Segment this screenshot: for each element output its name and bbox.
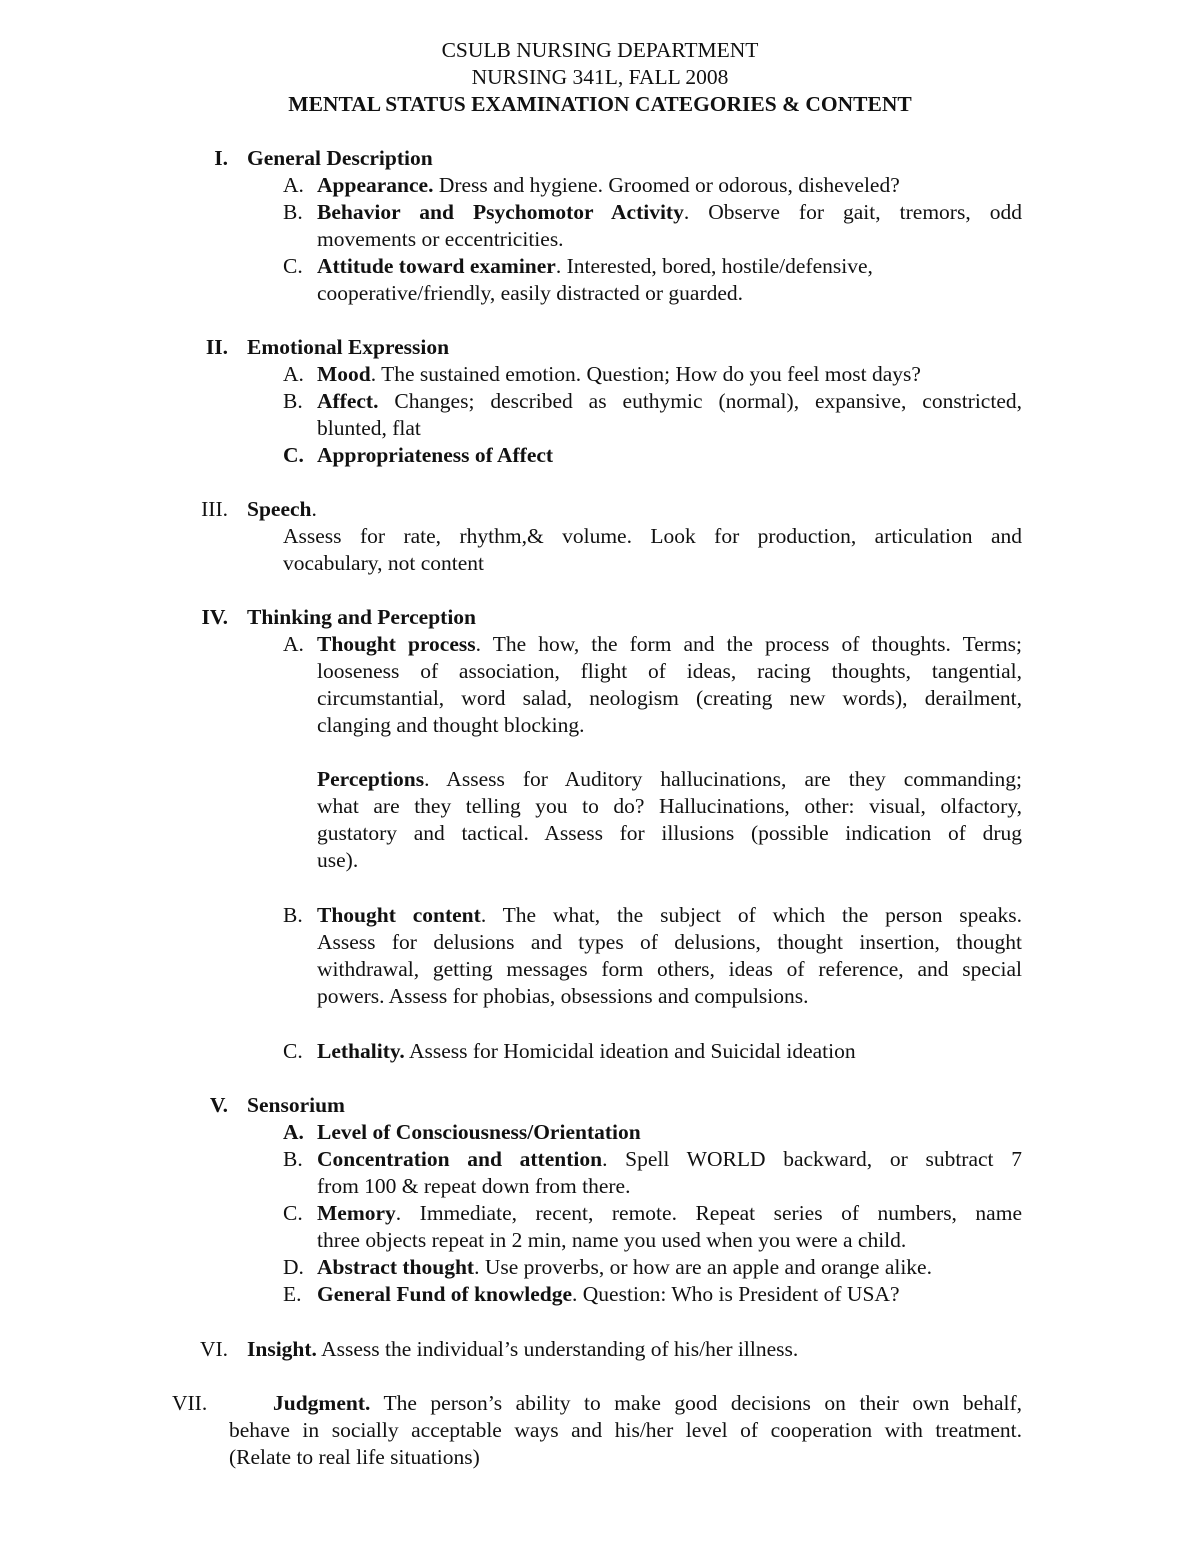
section-body: Assess the individual’s understanding of his/her illness. xyxy=(316,1337,799,1361)
item-body: Changes; described as euthymic (normal), expansive, constricted, xyxy=(378,389,1022,413)
item-heading: Thought content xyxy=(317,903,481,927)
section-number: VII. xyxy=(172,1391,208,1415)
item-body: . Question: Who is President of USA? xyxy=(572,1282,900,1306)
item-text-continued: what are they telling you to do? Hallucinations, other: visual, olfactory, xyxy=(317,794,1022,818)
item-text xyxy=(317,1200,1022,1227)
item-heading: Mood xyxy=(317,362,371,386)
section-title-punct: . xyxy=(311,497,317,521)
item-text xyxy=(317,631,1022,658)
item-text-continued: Assess for delusions and types of delusions, thought insertion, thought xyxy=(317,930,1022,954)
item-text-continued: circumstantial, word salad, neologism (creating new words), derailment, xyxy=(317,686,1022,710)
item-text-continued: withdrawal, getting messages form others, ideas of reference, and special xyxy=(317,957,1022,981)
item-label: B. xyxy=(283,389,303,413)
item-heading: Attitude toward examiner xyxy=(317,254,556,278)
section-number: VI. xyxy=(199,1337,228,1361)
item-text xyxy=(317,361,921,388)
item-body: . Interested, bored, hostile/defensive, xyxy=(555,254,873,278)
item-text xyxy=(317,388,1022,415)
item-body: . Observe for gait, tremors, odd xyxy=(683,200,1022,224)
section-title: Sensorium xyxy=(247,1093,345,1117)
item-heading: Concentration and attention xyxy=(317,1147,603,1171)
item-text-continued: blunted, flat xyxy=(317,416,421,440)
item-heading: Perceptions xyxy=(317,767,425,791)
item-label: A. xyxy=(283,362,304,386)
section-number: I. xyxy=(214,146,228,170)
section-title: Thinking and Perception xyxy=(247,605,476,629)
item-body: Assess for Homicidal ideation and Suicidal ideation xyxy=(404,1039,856,1063)
item-heading: Appropriateness of Affect xyxy=(317,443,554,467)
section-number: IV. xyxy=(201,605,228,629)
item-text xyxy=(317,199,1022,226)
item-text-continued: movements or eccentricities. xyxy=(317,227,564,251)
item-text xyxy=(317,1254,932,1281)
item-heading: Abstract thought xyxy=(317,1255,475,1279)
item-label: A. xyxy=(283,1120,304,1144)
item-label: B. xyxy=(283,1147,303,1171)
item-body: . Immediate, recent, remote. Repeat series of numbers, name xyxy=(395,1201,1022,1225)
course-header: NURSING 341L, FALL 2008 xyxy=(471,65,729,89)
item-label: C. xyxy=(283,1201,303,1225)
item-heading: Thought process xyxy=(317,632,476,656)
item-text xyxy=(317,1146,1022,1173)
section-number: V. xyxy=(209,1093,228,1117)
item-heading: Behavior and Psychomotor Activity xyxy=(317,200,684,224)
item-text-continued: from 100 & repeat down from there. xyxy=(317,1174,631,1198)
item-body: . The what, the subject of which the person speaks. xyxy=(480,903,1022,927)
item-label: C. xyxy=(283,443,304,467)
item-heading: Level of Consciousness/Orientation xyxy=(317,1120,641,1144)
item-body: . Use proverbs, or how are an apple and orange alike. xyxy=(474,1255,932,1279)
department-header: CSULB NURSING DEPARTMENT xyxy=(441,38,759,62)
section-text-continued: (Relate to real life situations) xyxy=(229,1445,480,1469)
item-label: A. xyxy=(283,173,304,197)
item-text-continued: gustatory and tactical. Assess for illusions (possible indication of drug xyxy=(317,821,1022,845)
section-number: III. xyxy=(201,497,228,521)
item-text xyxy=(317,766,1022,793)
section-text-continued: vocabulary, not content xyxy=(283,551,484,575)
item-body: . Spell WORLD backward, or subtract 7 xyxy=(602,1147,1022,1171)
item-text-continued: clanging and thought blocking. xyxy=(317,713,585,737)
item-heading: Lethality. xyxy=(317,1039,405,1063)
section-body: The person’s ability to make good decisions on their own behalf, xyxy=(370,1391,1022,1415)
item-label: C. xyxy=(283,254,303,278)
document-title: MENTAL STATUS EXAMINATION CATEGORIES & CONTENT xyxy=(288,92,912,116)
item-heading: Affect. xyxy=(317,389,379,413)
section-title-line xyxy=(247,496,317,523)
item-body: Dress and hygiene. Groomed or odorous, disheveled? xyxy=(433,173,900,197)
item-body: . The sustained emotion. Question; How do you feel most days? xyxy=(370,362,921,386)
item-body: . Assess for Auditory hallucinations, are they commanding; xyxy=(424,767,1022,791)
section-text xyxy=(273,1390,1022,1417)
item-text xyxy=(317,902,1022,929)
item-label: B. xyxy=(283,200,303,224)
item-heading: Memory xyxy=(317,1201,396,1225)
item-text-continued: looseness of association, flight of ideas, racing thoughts, tangential, xyxy=(317,659,1022,683)
item-text xyxy=(317,172,900,199)
section-text-continued: behave in socially acceptable ways and his/her level of cooperation with treatment. xyxy=(229,1418,1022,1442)
item-text xyxy=(317,1281,900,1308)
item-label: D. xyxy=(283,1255,304,1279)
item-text xyxy=(317,253,873,280)
item-label: C. xyxy=(283,1039,303,1063)
item-label: E. xyxy=(283,1282,302,1306)
item-text-continued: use). xyxy=(317,848,359,872)
section-title: Speech xyxy=(247,497,312,521)
section-title: General Description xyxy=(247,146,433,170)
section-text: Assess for rate, rhythm,& volume. Look for production, articulation and xyxy=(283,524,1022,548)
section-text xyxy=(247,1336,798,1363)
section-title: Emotional Expression xyxy=(247,335,450,359)
item-label: B. xyxy=(283,903,303,927)
item-text-continued: powers. Assess for phobias, obsessions and compulsions. xyxy=(317,984,809,1008)
item-body: . The how, the form and the process of thoughts. Terms; xyxy=(475,632,1023,656)
item-text-continued: cooperative/friendly, easily distracted or guarded. xyxy=(317,281,744,305)
section-number: II. xyxy=(205,335,228,359)
item-text-continued: three objects repeat in 2 min, name you used when you were a child. xyxy=(317,1228,907,1252)
section-title: Judgment. xyxy=(273,1391,371,1415)
item-heading: Appearance. xyxy=(317,173,434,197)
item-heading: General Fund of knowledge xyxy=(317,1282,573,1306)
item-text xyxy=(317,1038,856,1065)
item-label: A. xyxy=(283,632,304,656)
section-title: Insight. xyxy=(247,1337,317,1361)
